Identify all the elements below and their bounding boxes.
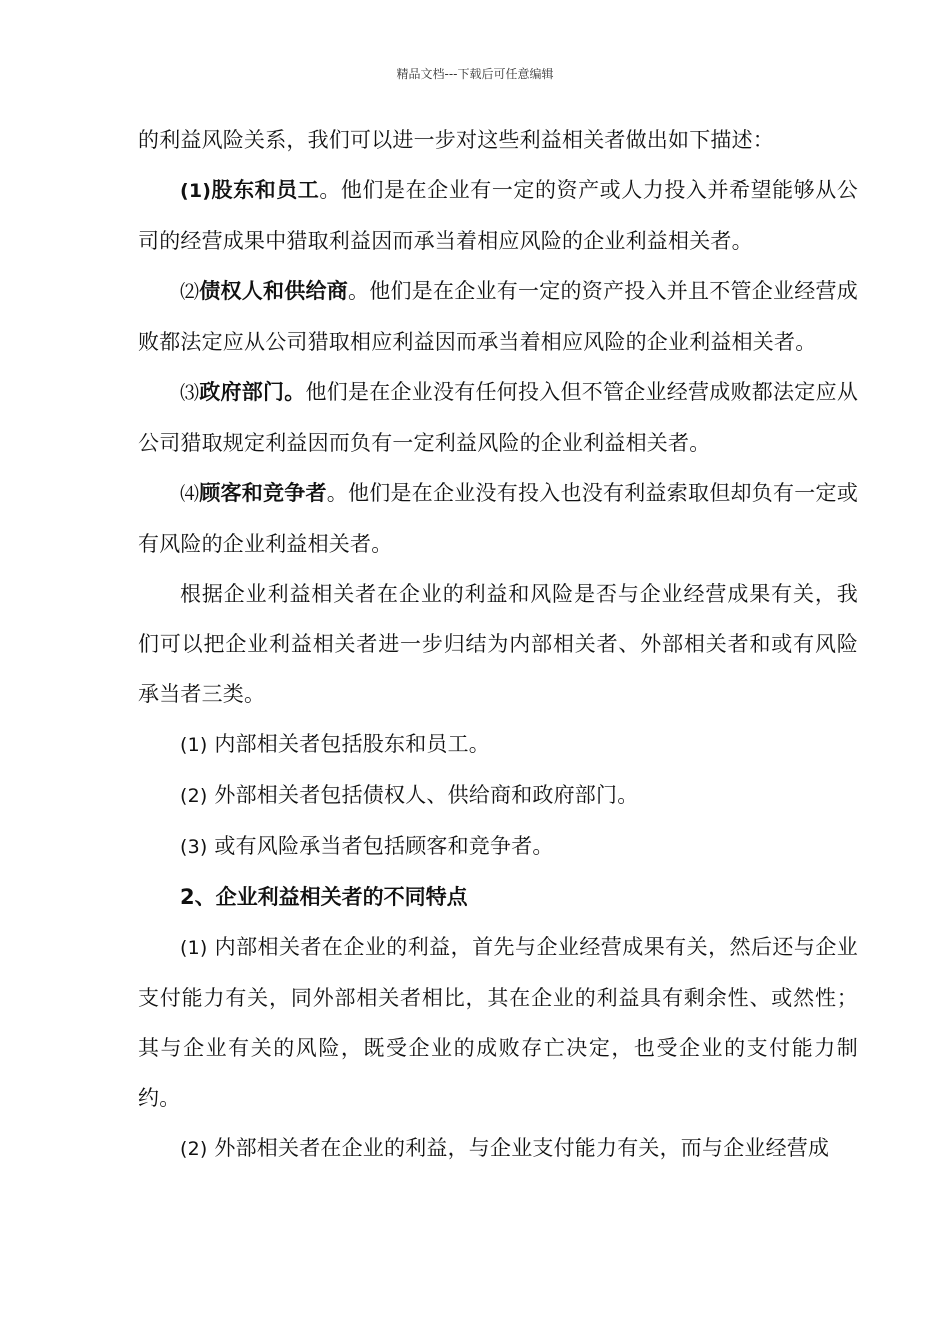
list-number: (1) <box>180 180 212 202</box>
term-bold: 股东和员工 <box>211 178 320 202</box>
paragraph-government <box>138 367 858 468</box>
paragraph-external <box>138 770 858 821</box>
term-bold: 债权人和供给商 <box>199 279 349 303</box>
paragraph-internal <box>138 719 858 770</box>
paragraph-shareholders <box>138 165 858 266</box>
paragraph-text: 。他们是在企业没有投入也没有利益索取但却负有一定或有风险的企业利益相关者。 <box>138 481 859 556</box>
paragraph-text: 外部相关者包括债权人、供给商和政府部门。 <box>214 783 639 807</box>
list-number: ⑷ <box>180 483 200 505</box>
paragraph-intro: 的利益风险关系，我们可以进一步对这些利益相关者做出如下描述： <box>138 128 774 152</box>
paragraph-classification: 根据企业利益相关者在企业的利益和风险是否与企业经营成果有关，我们可以把企业利益相关者进一步归结为内部相关者、外部相关者和或有风险承当者三类。 <box>138 582 858 706</box>
paragraph-creditors <box>138 266 858 367</box>
section-heading: 2、企业利益相关者的不同特点 <box>180 885 468 909</box>
paragraph-text: 内部相关者包括股东和员工。 <box>214 732 491 756</box>
paragraph-external-features <box>138 1123 858 1174</box>
list-number: ⑵ <box>180 281 200 303</box>
paragraph-text: 或有风险承当者包括顾客和竞争者。 <box>214 834 554 858</box>
list-number: (2) <box>180 785 208 807</box>
list-number: (1) <box>180 734 208 756</box>
paragraph-internal-features <box>138 922 858 1123</box>
paragraph-contingent <box>138 821 858 872</box>
term-bold: 政府部门。 <box>199 380 306 404</box>
paragraph-customers <box>138 468 858 569</box>
term-bold: 顾客和竞争者 <box>199 481 327 505</box>
paragraph-text: 他们是在企业没有任何投入但不管企业经营成败都法定应从公司猎取规定利益因而负有一定利益风险的企业利益相关者。 <box>138 380 859 455</box>
paragraph-text: 内部相关者在企业的利益，首先与企业经营成果有关，然后还与企业支付能力有关，同外部相关者相比，其在企业的利益具有剩余性、或然性；其与企业有关的风险，既受企业的成败存亡决定，也受企业的支付能力制约。 <box>138 935 858 1110</box>
paragraph-text: 。他们是在企业有一定的资产或人力投入并希望能够从公司的经营成果中猎取利益因而承当着相应风险的企业利益相关者。 <box>138 178 859 253</box>
list-number: (1) <box>180 937 208 959</box>
list-number: ⑶ <box>180 382 200 404</box>
page-header: 精品文档---下载后可任意编辑 <box>396 67 554 81</box>
document-body <box>138 115 858 1174</box>
paragraph-text: 。他们是在企业有一定的资产投入并且不管企业经营成败都法定应从公司猎取相应利益因而承当着相应风险的企业利益相关者。 <box>138 279 858 354</box>
list-number: (2) <box>180 1138 208 1160</box>
paragraph-text: 外部相关者在企业的利益，与企业支付能力有关，而与企业经营成 <box>214 1136 830 1160</box>
list-number: (3) <box>180 836 208 858</box>
